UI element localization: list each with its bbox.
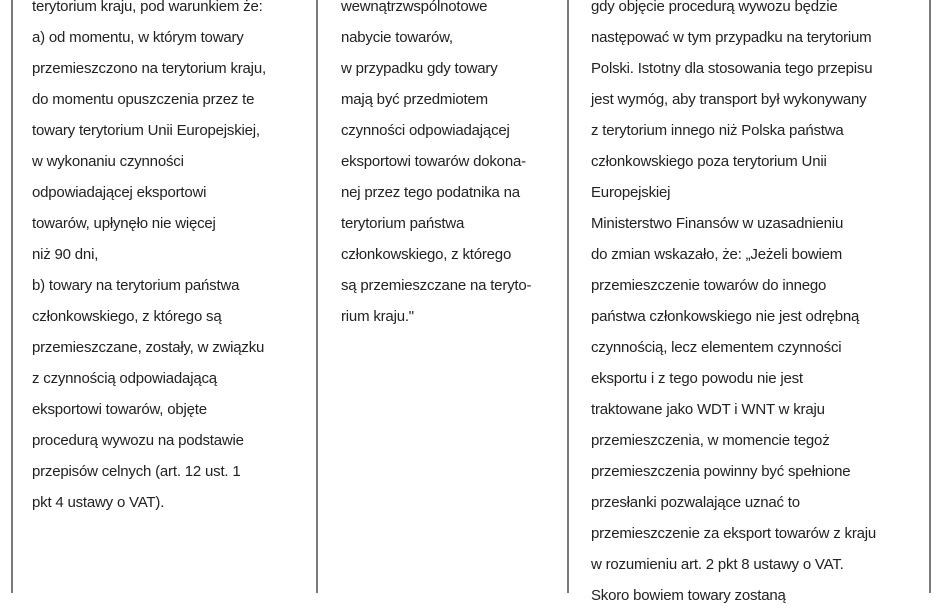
- table-column-2: [341, 0, 531, 332]
- text-line: są przemieszczane na teryto-: [341, 277, 532, 294]
- text-line: do momentu opuszczenia przez te: [32, 91, 255, 108]
- text-line: czynnością, lecz elementem czynności: [591, 339, 842, 356]
- text-line: następować w tym przypadku na terytorium: [591, 29, 872, 46]
- text-line: Skoro bowiem towary zostaną: [591, 587, 786, 604]
- text-line: gdy objęcie procedurą wywozu będzie: [591, 0, 838, 15]
- text-line: czynności odpowiadającej: [341, 122, 510, 139]
- text-line: przesłanki pozwalające uznać to: [591, 494, 800, 511]
- text-line: przemieszczono na terytorium kraju,: [32, 60, 266, 77]
- text-line: Polski. Istotny dla stosowania tego przepisu: [591, 60, 873, 77]
- table-column-1: [32, 0, 266, 518]
- text-line: eksportowi towarów, objęte: [32, 401, 207, 418]
- text-line: przepisów celnych (art. 12 ust. 1: [32, 463, 241, 480]
- text-line: terytorium państwa: [341, 215, 465, 232]
- table-divider-2: [567, 0, 569, 593]
- text-line: przemieszczenie za eksport towarów z kraju: [591, 525, 877, 542]
- text-line: Europejskiej: [591, 184, 671, 201]
- table-column-3: [591, 0, 876, 611]
- text-line: b) towary na terytorium państwa: [32, 277, 240, 294]
- text-line: członkowskiego, z którego: [341, 246, 512, 263]
- text-line: przemieszczenie towarów do innego: [591, 277, 827, 294]
- text-line: przemieszczenia, w momencie tegoż: [591, 432, 830, 449]
- text-line: do zmian wskazało, że: „Jeżeli bowiem: [591, 246, 843, 263]
- text-line: przemieszczenia powinny być spełnione: [591, 463, 851, 480]
- table-border-left: [11, 0, 13, 593]
- text-line: towary terytorium Unii Europejskiej,: [32, 122, 260, 139]
- text-line: rium kraju.": [341, 308, 414, 325]
- text-line: nej przez tego podatnika na: [341, 184, 520, 201]
- text-line: a) od momentu, w którym towary: [32, 29, 244, 46]
- text-line: nabycie towarów,: [341, 29, 453, 46]
- text-line: terytorium kraju, pod warunkiem że:: [32, 0, 263, 15]
- table-border-right: [929, 0, 931, 593]
- text-line: mają być przedmiotem: [341, 91, 488, 108]
- text-line: z terytorium innego niż Polska państwa: [591, 122, 844, 139]
- text-line: niż 90 dni,: [32, 246, 99, 263]
- text-line: eksportu i z tego powodu nie jest: [591, 370, 803, 387]
- text-line: wewnątrzwspólnotowe: [341, 0, 488, 15]
- table-divider-1: [316, 0, 318, 593]
- text-line: pkt 4 ustawy o VAT).: [32, 494, 165, 511]
- text-line: procedurą wywozu na podstawie: [32, 432, 244, 449]
- text-line: członkowskiego poza terytorium Unii: [591, 153, 827, 170]
- text-line: Ministerstwo Finansów w uzasadnieniu: [591, 215, 844, 232]
- text-line: państwa członkowskiego nie jest odrębną: [591, 308, 860, 325]
- text-line: towarów, upłynęło nie więcej: [32, 215, 216, 232]
- text-line: w rozumieniu art. 2 pkt 8 ustawy o VAT.: [591, 556, 844, 573]
- text-line: w wykonaniu czynności: [32, 153, 184, 170]
- text-line: z czynnością odpowiadającą: [32, 370, 217, 387]
- text-line: jest wymóg, aby transport był wykonywany: [591, 91, 867, 108]
- text-line: traktowane jako WDT i WNT w kraju: [591, 401, 825, 418]
- text-line: eksportowi towarów dokona-: [341, 153, 526, 170]
- text-line: odpowiadającej eksportowi: [32, 184, 207, 201]
- text-line: w przypadku gdy towary: [341, 60, 498, 77]
- text-line: członkowskiego, z którego są: [32, 308, 222, 325]
- text-line: przemieszczane, zostały, w związku: [32, 339, 265, 356]
